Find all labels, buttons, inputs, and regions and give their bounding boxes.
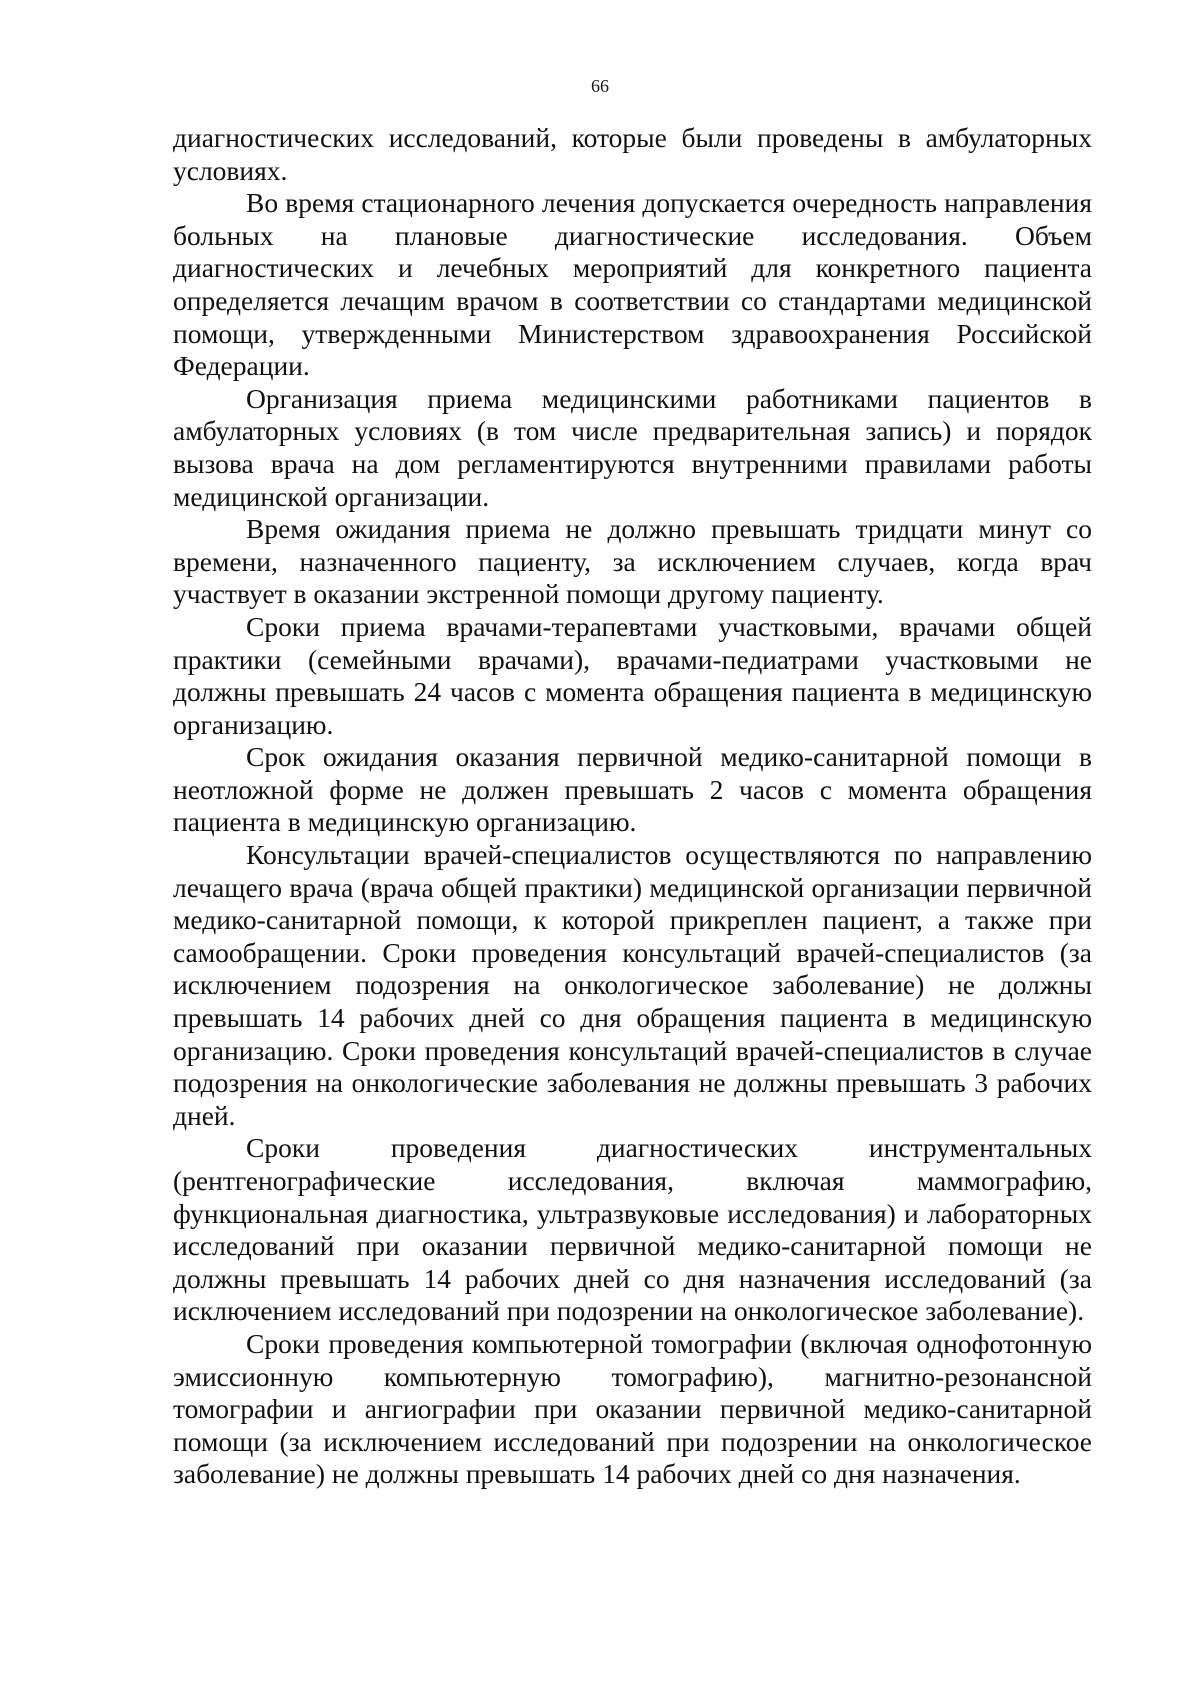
paragraph-specialist-consultations: Консультации врачей-специалистов осуществляются по направлению лечащего врача (врача общей практики) медицинской организации первичной медико-санитарной помощи, к которой прикреплен пациент, а также при самообращении. Сроки проведения консультаций врачей-специалистов (за исключением подозрения на онкологическое заболевание) не должны превышать 14 рабочих дней со дня обращения пациента в медицинскую организацию. Сроки проведения консультаций врачей-специалистов в случае подозрения на онкологические заболевания не должны превышать 3 рабочих дней.	[173, 839, 1092, 1131]
paragraph-inpatient-diagnostics: Во время стационарного лечения допускается очередность направления больных на плановые диагностические исследования. Объем диагностических и лечебных мероприятий для конкретного пациента определяется лечащим врачом в соответствии со стандартами медицинской помощи, утвержденными Министерством здравоохранения Российской Федерации.	[173, 187, 1092, 382]
paragraph-continuation: диагностических исследований, которые были проведены в амбулаторных условиях.	[173, 122, 1092, 186]
paragraph-instrumental-diagnostics: Сроки проведения диагностических инструментальных (рентгенографические исследования, включая маммографию, функциональная диагностика, ультразвуковые исследования) и лабораторных исследований при оказании первичной медико-санитарной помощи не должны превышать 14 рабочих дней со дня назначения исследований (за исключением исследований при подозрении на онкологическое заболевание).	[173, 1132, 1092, 1327]
page-number: 66	[591, 76, 609, 96]
document-body	[173, 122, 1092, 1491]
paragraph-therapist-terms: Сроки приема врачами-терапевтами участковыми, врачами общей практики (семейными врачами), врачами-педиатрами участковыми не должны превышать 24 часов с момента обращения пациента в медицинскую организацию.	[173, 610, 1092, 740]
paragraph-tomography-terms: Сроки проведения компьютерной томографии (включая однофотонную эмиссионную компьютерную томографию), магнитно-резонансной томографии и ангиографии при оказании первичной медико-санитарной помощи (за исключением исследований при подозрении на онкологическое заболевание) не должны превышать 14 рабочих дней со дня назначения.	[173, 1327, 1092, 1490]
paragraph-waiting-time: Время ожидания приема не должно превышать тридцати минут со времени, назначенного пациенту, за исключением случаев, когда врач участвует в оказании экстренной помощи другому пациенту.	[173, 513, 1092, 610]
paragraph-reception-organization: Организация приема медицинскими работниками пациентов в амбулаторных условиях (в том числе предварительная запись) и порядок вызова врача на дом регламентируются внутренними правилами работы медицинской организации.	[173, 382, 1092, 512]
paragraph-urgent-care-terms: Срок ожидания оказания первичной медико-санитарной помощи в неотложной форме не должен превышать 2 часов с момента обращения пациента в медицинскую организацию.	[173, 741, 1092, 838]
